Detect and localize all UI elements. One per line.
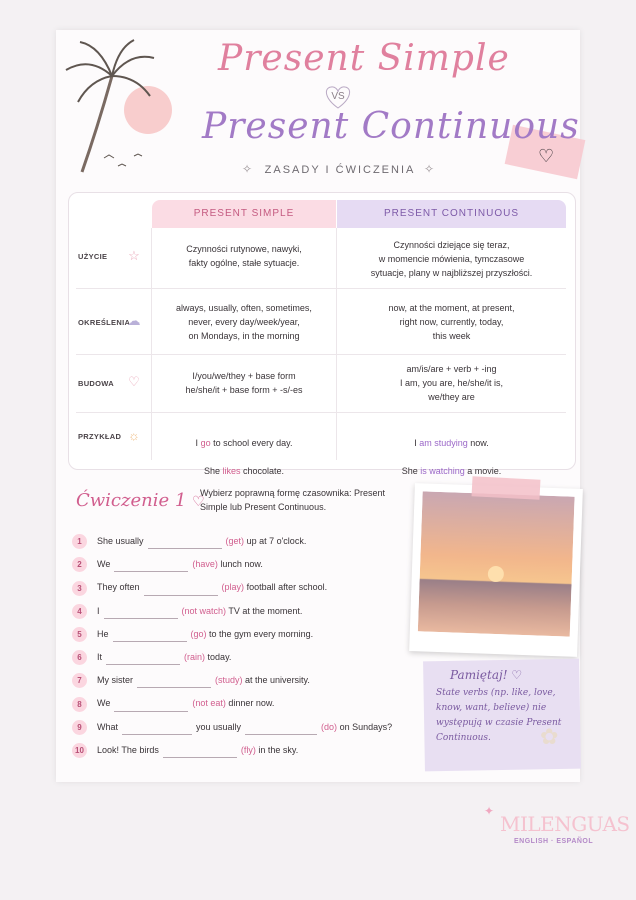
header-present-simple: PRESENT SIMPLE [152, 200, 336, 228]
answer-blank[interactable] [114, 700, 188, 712]
logo-text: MILENGUAS [500, 812, 630, 836]
heart-icon: ♡ [192, 494, 205, 510]
item-text-after: lunch now. [220, 559, 263, 570]
divider [76, 412, 566, 413]
verb-hint: (play) [221, 582, 245, 593]
item-number: 10 [72, 743, 87, 758]
sun-icon: ☼ [128, 428, 140, 443]
birds [104, 154, 142, 166]
item-text-after: to the gym every morning. [209, 628, 314, 639]
item-text-after: at the university. [245, 675, 310, 686]
exercise-item [72, 672, 412, 688]
exercise-instruction: Wybierz poprawną formę czasownika: Present Simple lub Present Continuous. [200, 488, 385, 512]
exercise-item [72, 742, 412, 758]
exercise-item [72, 579, 412, 595]
note-title: Pamiętaj! ♡ [450, 668, 523, 682]
exercise-item [72, 719, 412, 735]
row-label-przyklad: PRZYKŁAD [78, 432, 122, 441]
verb-hint: (study) [215, 675, 243, 686]
item-number: 8 [72, 697, 87, 712]
photo-tape [472, 476, 541, 500]
verb-hint: (fly) [240, 744, 256, 755]
cell-pc-uzycie: Czynności dziejące się teraz, w momencie mówienia, tymczasowe sytuacje, plany w najbliższej przyszłości. [370, 240, 533, 278]
verb-hint: (not watch) [181, 605, 227, 616]
note-body: State verbs (np. like, love, know, want, believe) nie występują w czasie Present Continuous. [436, 688, 562, 743]
exercise-item [72, 626, 412, 642]
item-number: 1 [72, 534, 87, 549]
answer-blank[interactable] [137, 676, 211, 688]
item-text-before: What [97, 721, 119, 732]
verb-hint: (go) [190, 628, 207, 639]
item-text-before: We [97, 698, 111, 709]
exercise-item [72, 603, 412, 619]
answer-blank[interactable] [163, 746, 237, 758]
heart-icon: ♡ [128, 374, 140, 389]
item-text-before: He [97, 628, 109, 639]
row-label-uzycie: UŻYCIE [78, 252, 108, 261]
item-number: 6 [72, 650, 87, 665]
cell-ps-budowa: I/you/we/they + base form he/she/it + base form + -s/-es [185, 371, 303, 395]
sparkle-icon: ✦ [484, 804, 495, 818]
item-text-before: Look! The birds [97, 744, 159, 755]
item-text-before: She usually [97, 536, 144, 546]
answer-blank[interactable] [114, 560, 188, 572]
item-text-before: We [97, 559, 111, 570]
sparkle-left-icon: ✧ [242, 162, 253, 176]
answer-blank[interactable] [104, 607, 178, 619]
verb-hint: (do) [321, 721, 338, 732]
vs-label: VS [331, 91, 345, 102]
sunset-photo [418, 491, 575, 636]
item-text-before: It [97, 652, 103, 662]
item-text-after: up at 7 o'clock. [246, 536, 307, 546]
heart-icon: ♡ [511, 668, 523, 682]
cell-ps-okreslenia: always, usually, often, sometimes, never, every day/week/year, on Mondays, in the morning [176, 303, 312, 341]
cell-pc-przyklad: I am studying now. She is watching a movie. [401, 438, 502, 476]
item-text-before: My sister [97, 675, 133, 686]
item-number: 3 [72, 581, 87, 596]
sunset-photo-frame [409, 483, 583, 657]
item-text-after: on Sundays? [339, 721, 393, 732]
palm-tree-illustration [60, 36, 190, 176]
exercise-item [72, 649, 412, 665]
verb-hint: (get) [225, 536, 245, 546]
cell-ps-przyklad: I go to school every day. She likes chocolate. [195, 438, 293, 476]
item-text-before: They often [97, 582, 140, 593]
verb-hint: (rain) [184, 652, 206, 662]
exercise-item [72, 695, 412, 711]
answer-blank[interactable] [122, 723, 192, 735]
heart-doodle-icon: ♡ [538, 146, 555, 166]
item-number: 2 [72, 557, 87, 572]
item-text-after: dinner now. [228, 698, 275, 709]
answer-blank[interactable] [148, 537, 222, 549]
divider [76, 354, 566, 355]
flower-icon: ✿ [540, 724, 559, 749]
divider [76, 288, 566, 289]
answer-blank[interactable] [113, 630, 187, 642]
cloud-icon: ☁ [127, 313, 141, 328]
item-text-after: today. [207, 652, 232, 662]
cell-pc-budowa: am/is/are + verb + -ing I am, you are, he/she/it is, we/they are [399, 364, 504, 402]
cell-pc-okreslenia: now, at the moment, at present, right now, currently, today, this week [388, 303, 515, 341]
item-number: 7 [72, 673, 87, 688]
item-text-after: TV at the moment. [228, 605, 303, 616]
logo-subtext: ENGLISH · ESPAÑOL [514, 838, 594, 845]
row-label-budowa: BUDOWA [78, 379, 114, 388]
exercise-item [72, 533, 412, 549]
subtitle: ZASADY I ĆWICZENIA [264, 164, 416, 176]
sparkle-right-icon: ✧ [424, 162, 435, 176]
item-number: 4 [72, 604, 87, 619]
title-present-simple: Present Simple [218, 38, 510, 79]
title-present-continuous: Present Continuous [202, 106, 580, 147]
exercise-item [72, 556, 412, 572]
item-text-before: I [97, 605, 100, 616]
answer-blank[interactable] [144, 584, 218, 596]
answer-blank[interactable] [106, 653, 180, 665]
answer-blank[interactable] [245, 723, 317, 735]
cell-ps-uzycie: Czynności rutynowe, nawyki, fakty ogólne, stałe sytuacje. [186, 244, 302, 268]
item-number: 9 [72, 720, 87, 735]
item-text-after: football after school. [246, 582, 328, 593]
item-text-middle: you usually [196, 721, 242, 732]
item-number: 5 [72, 627, 87, 642]
item-text-after: in the sky. [258, 744, 299, 755]
header-present-continuous: PRESENT CONTINUOUS [337, 200, 566, 228]
row-label-okreslenia: OKREŚLENIA [78, 318, 131, 327]
star-icon: ☆ [128, 248, 140, 263]
verb-hint: (not eat) [192, 698, 226, 709]
exercise-title: Ćwiczenie 1 ♡ [76, 490, 205, 511]
verb-hint: (have) [192, 559, 218, 570]
